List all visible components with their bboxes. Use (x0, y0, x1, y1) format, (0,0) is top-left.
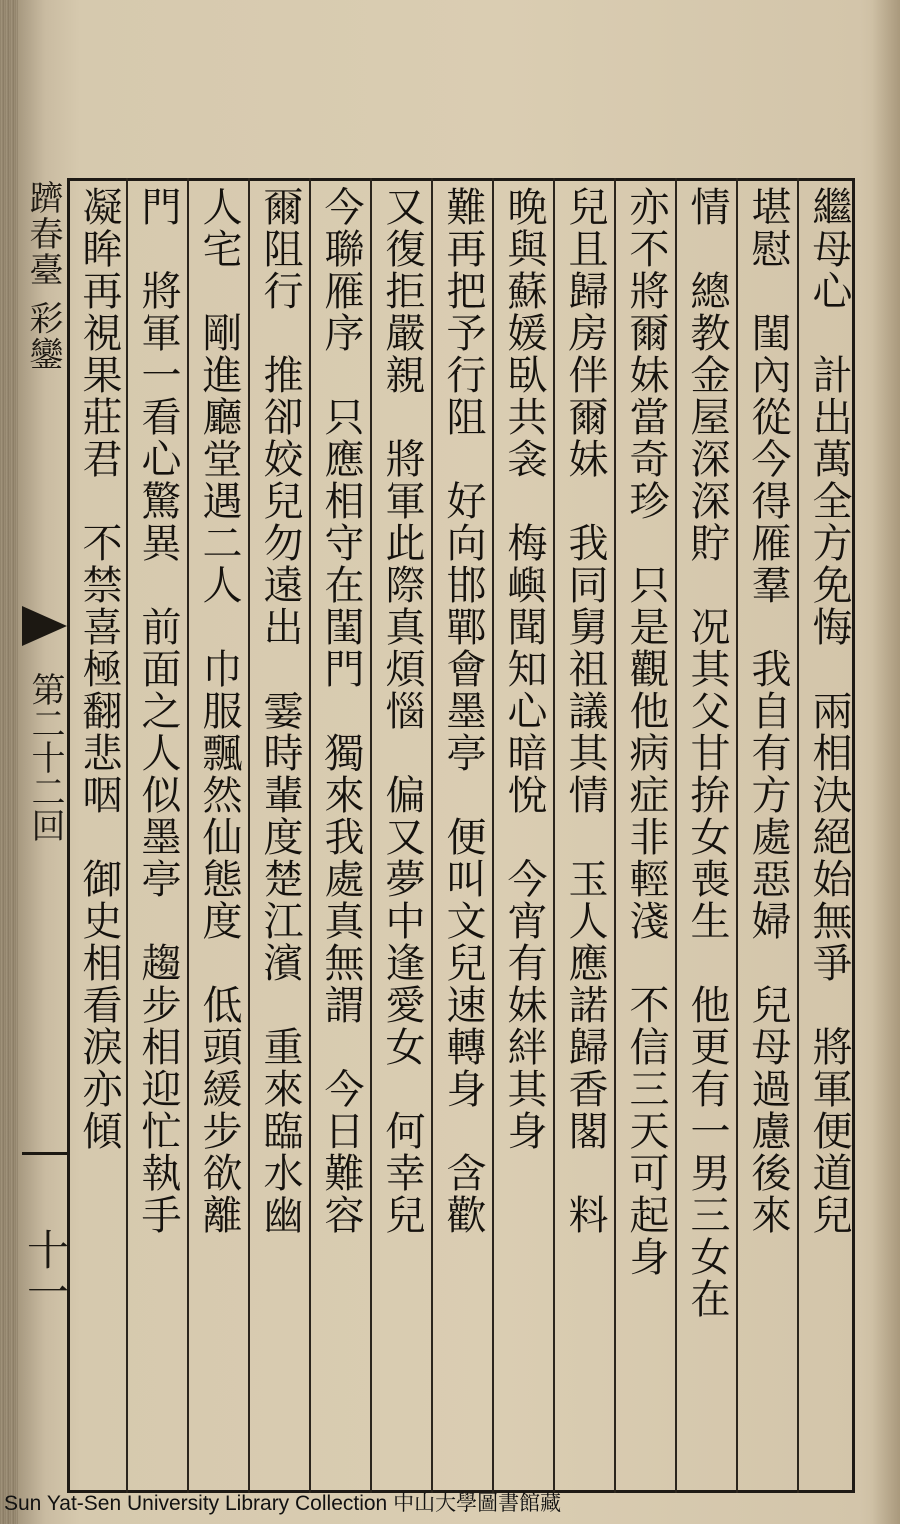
column-rule (614, 178, 616, 1493)
text-column-2: 堪慰 閨內從今得雁羣 我自有方處惡婦 兒母過慮後來 (745, 186, 791, 1236)
text-column-8: 又復拒嚴親 將軍此際真煩惱 偏又夢中逢愛女 何幸兒 (379, 186, 425, 1236)
banxin-divider (22, 1152, 67, 1155)
banxin-page-number: 十一 (21, 1228, 70, 1312)
text-column-6: 晚與蘇媛臥共衾 梅嶼聞知心暗悅 今宵有妹絆其身 (501, 186, 547, 1152)
column-rule (309, 178, 311, 1493)
text-column-3: 情 總教金屋深深貯 况其父甘拚女喪生 他更有一男三女在 (684, 186, 730, 1320)
text-column-1: 繼母心 計出萬全方免悔 兩相決絕始無爭 將軍便道兒 (806, 186, 852, 1236)
column-rule (248, 178, 250, 1493)
text-column-12: 門 將軍一看心驚異 前面之人似墨亭 趨步相迎忙執手 (135, 186, 181, 1236)
column-rule (431, 178, 433, 1493)
text-column-4: 亦不將爾妹當奇珍 只是觀他病症非輕淺 不信三天可起身 (623, 186, 669, 1278)
library-caption: Sun Yat-Sen University Library Collection 中山大學圖書館藏 (4, 1492, 562, 1515)
text-column-5: 兒且歸房伴爾妹 我同舅祖議其情 玉人應諾歸香閣 料 (562, 186, 608, 1236)
page-edges (0, 0, 18, 1524)
text-column-7: 難再把予行阻 好向邯鄲會墨亭 便叫文兒速轉身 含歡 (440, 186, 486, 1236)
column-rule (187, 178, 189, 1493)
column-rule (126, 178, 128, 1493)
column-rule (492, 178, 494, 1493)
text-column-9: 今聯雁序 只應相守在閨門 獨來我處真無謂 今日難容 (318, 186, 364, 1236)
page-shadow (872, 0, 900, 1524)
text-column-10: 爾阻行 推卻姣兒勿遠出 霎時輩度楚江濱 重來臨水幽 (257, 186, 303, 1236)
text-column-13: 凝眸再視果莊君 不禁喜極翻悲咽 御史相看淚亦傾 (76, 186, 122, 1152)
fold-strip (21, 150, 70, 1493)
banxin-chapter: 第二十二回 (25, 672, 65, 842)
fishtail-mark (22, 606, 67, 646)
column-rule (736, 178, 738, 1493)
column-rule (370, 178, 372, 1493)
text-column-11: 人宅 剛進廳堂遇二人 巾服飄然仙態度 低頭緩步欲離 (196, 186, 242, 1236)
banxin-title: 躋春臺 彩鑾 (23, 180, 63, 373)
column-rule (675, 178, 677, 1493)
column-rule (797, 178, 799, 1493)
column-rule (553, 178, 555, 1493)
